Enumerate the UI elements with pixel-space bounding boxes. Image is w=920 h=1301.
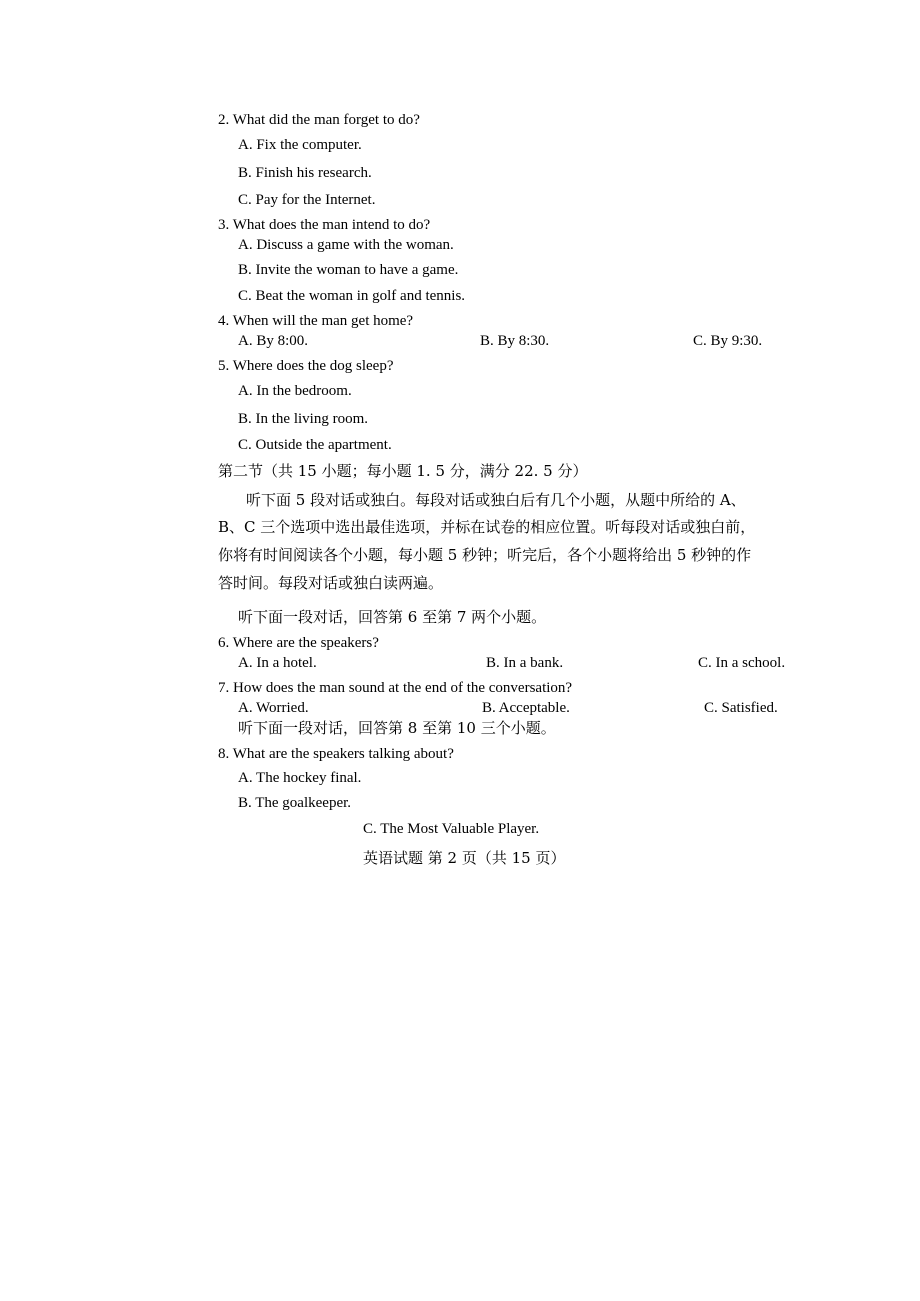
question-6-option-b: B. In a bank.: [486, 655, 564, 671]
section-2-instruction-line-3: 你将有时间阅读各个小题，每小题 5 秒钟；听完后，各个小题将给出 5 秒钟的作: [218, 546, 752, 564]
question-8-option-c: C. The Most Valuable Player.: [363, 821, 540, 837]
page-footer: 英语试题 第 2 页（共 15 页）: [363, 849, 566, 867]
section-2-instruction-line-4: 答时间。每段对话或独白读两遍。: [218, 574, 444, 592]
question-4-stem: 4. When will the man get home?: [218, 313, 414, 329]
question-6-option-a: A. In a hotel.: [238, 655, 317, 671]
section-2-instruction-line-1: 听下面 5 段对话或独白。每段对话或独白后有几个小题，从题中所给的 A、: [246, 491, 746, 509]
question-8-option-b: B. The goalkeeper.: [238, 795, 352, 811]
question-7-option-c: C. Satisfied.: [704, 700, 778, 716]
question-8-stem: 8. What are the speakers talking about?: [218, 746, 454, 762]
question-7-option-a: A. Worried.: [238, 700, 309, 716]
question-3-option-c: C. Beat the woman in golf and tennis.: [238, 288, 466, 304]
question-5-stem: 5. Where does the dog sleep?: [218, 358, 394, 374]
question-7-stem: 7. How does the man sound at the end of the conversation?: [218, 680, 573, 696]
question-2-stem: 2. What did the man forget to do?: [218, 112, 420, 128]
question-3-stem: 3. What does the man intend to do?: [218, 217, 431, 233]
dialogue-8-10-prompt: 听下面一段对话，回答第 8 至第 10 三个小题。: [238, 719, 556, 737]
question-7-option-b: B. Acceptable.: [482, 700, 570, 716]
section-2-heading: 第二节（共 15 小题；每小题 1. 5 分，满分 22. 5 分）: [218, 462, 588, 480]
question-4-option-b: B. By 8:30.: [480, 333, 550, 349]
question-5-option-c: C. Outside the apartment.: [238, 437, 392, 453]
question-6-option-c: C. In a school.: [698, 655, 786, 671]
question-5-option-a: A. In the bedroom.: [238, 383, 352, 399]
question-5-option-b: B. In the living room.: [238, 411, 368, 427]
question-2-option-b: B. Finish his research.: [238, 165, 372, 181]
question-4-option-c: C. By 9:30.: [693, 333, 763, 349]
question-4-option-a: A. By 8:00.: [238, 333, 309, 349]
question-3-option-b: B. Invite the woman to have a game.: [238, 262, 459, 278]
question-6-stem: 6. Where are the speakers?: [218, 635, 379, 651]
question-2-option-a: A. Fix the computer.: [238, 137, 362, 153]
section-2-instruction-line-2: B、C 三个选项中选出最佳选项，并标在试卷的相应位置。听每段对话或独白前，: [218, 518, 756, 536]
question-3-option-a: A. Discuss a game with the woman.: [238, 237, 454, 253]
question-8-option-a: A. The hockey final.: [238, 770, 362, 786]
question-2-option-c: C. Pay for the Internet.: [238, 192, 376, 208]
dialogue-6-7-prompt: 听下面一段对话，回答第 6 至第 7 两个小题。: [238, 608, 547, 626]
